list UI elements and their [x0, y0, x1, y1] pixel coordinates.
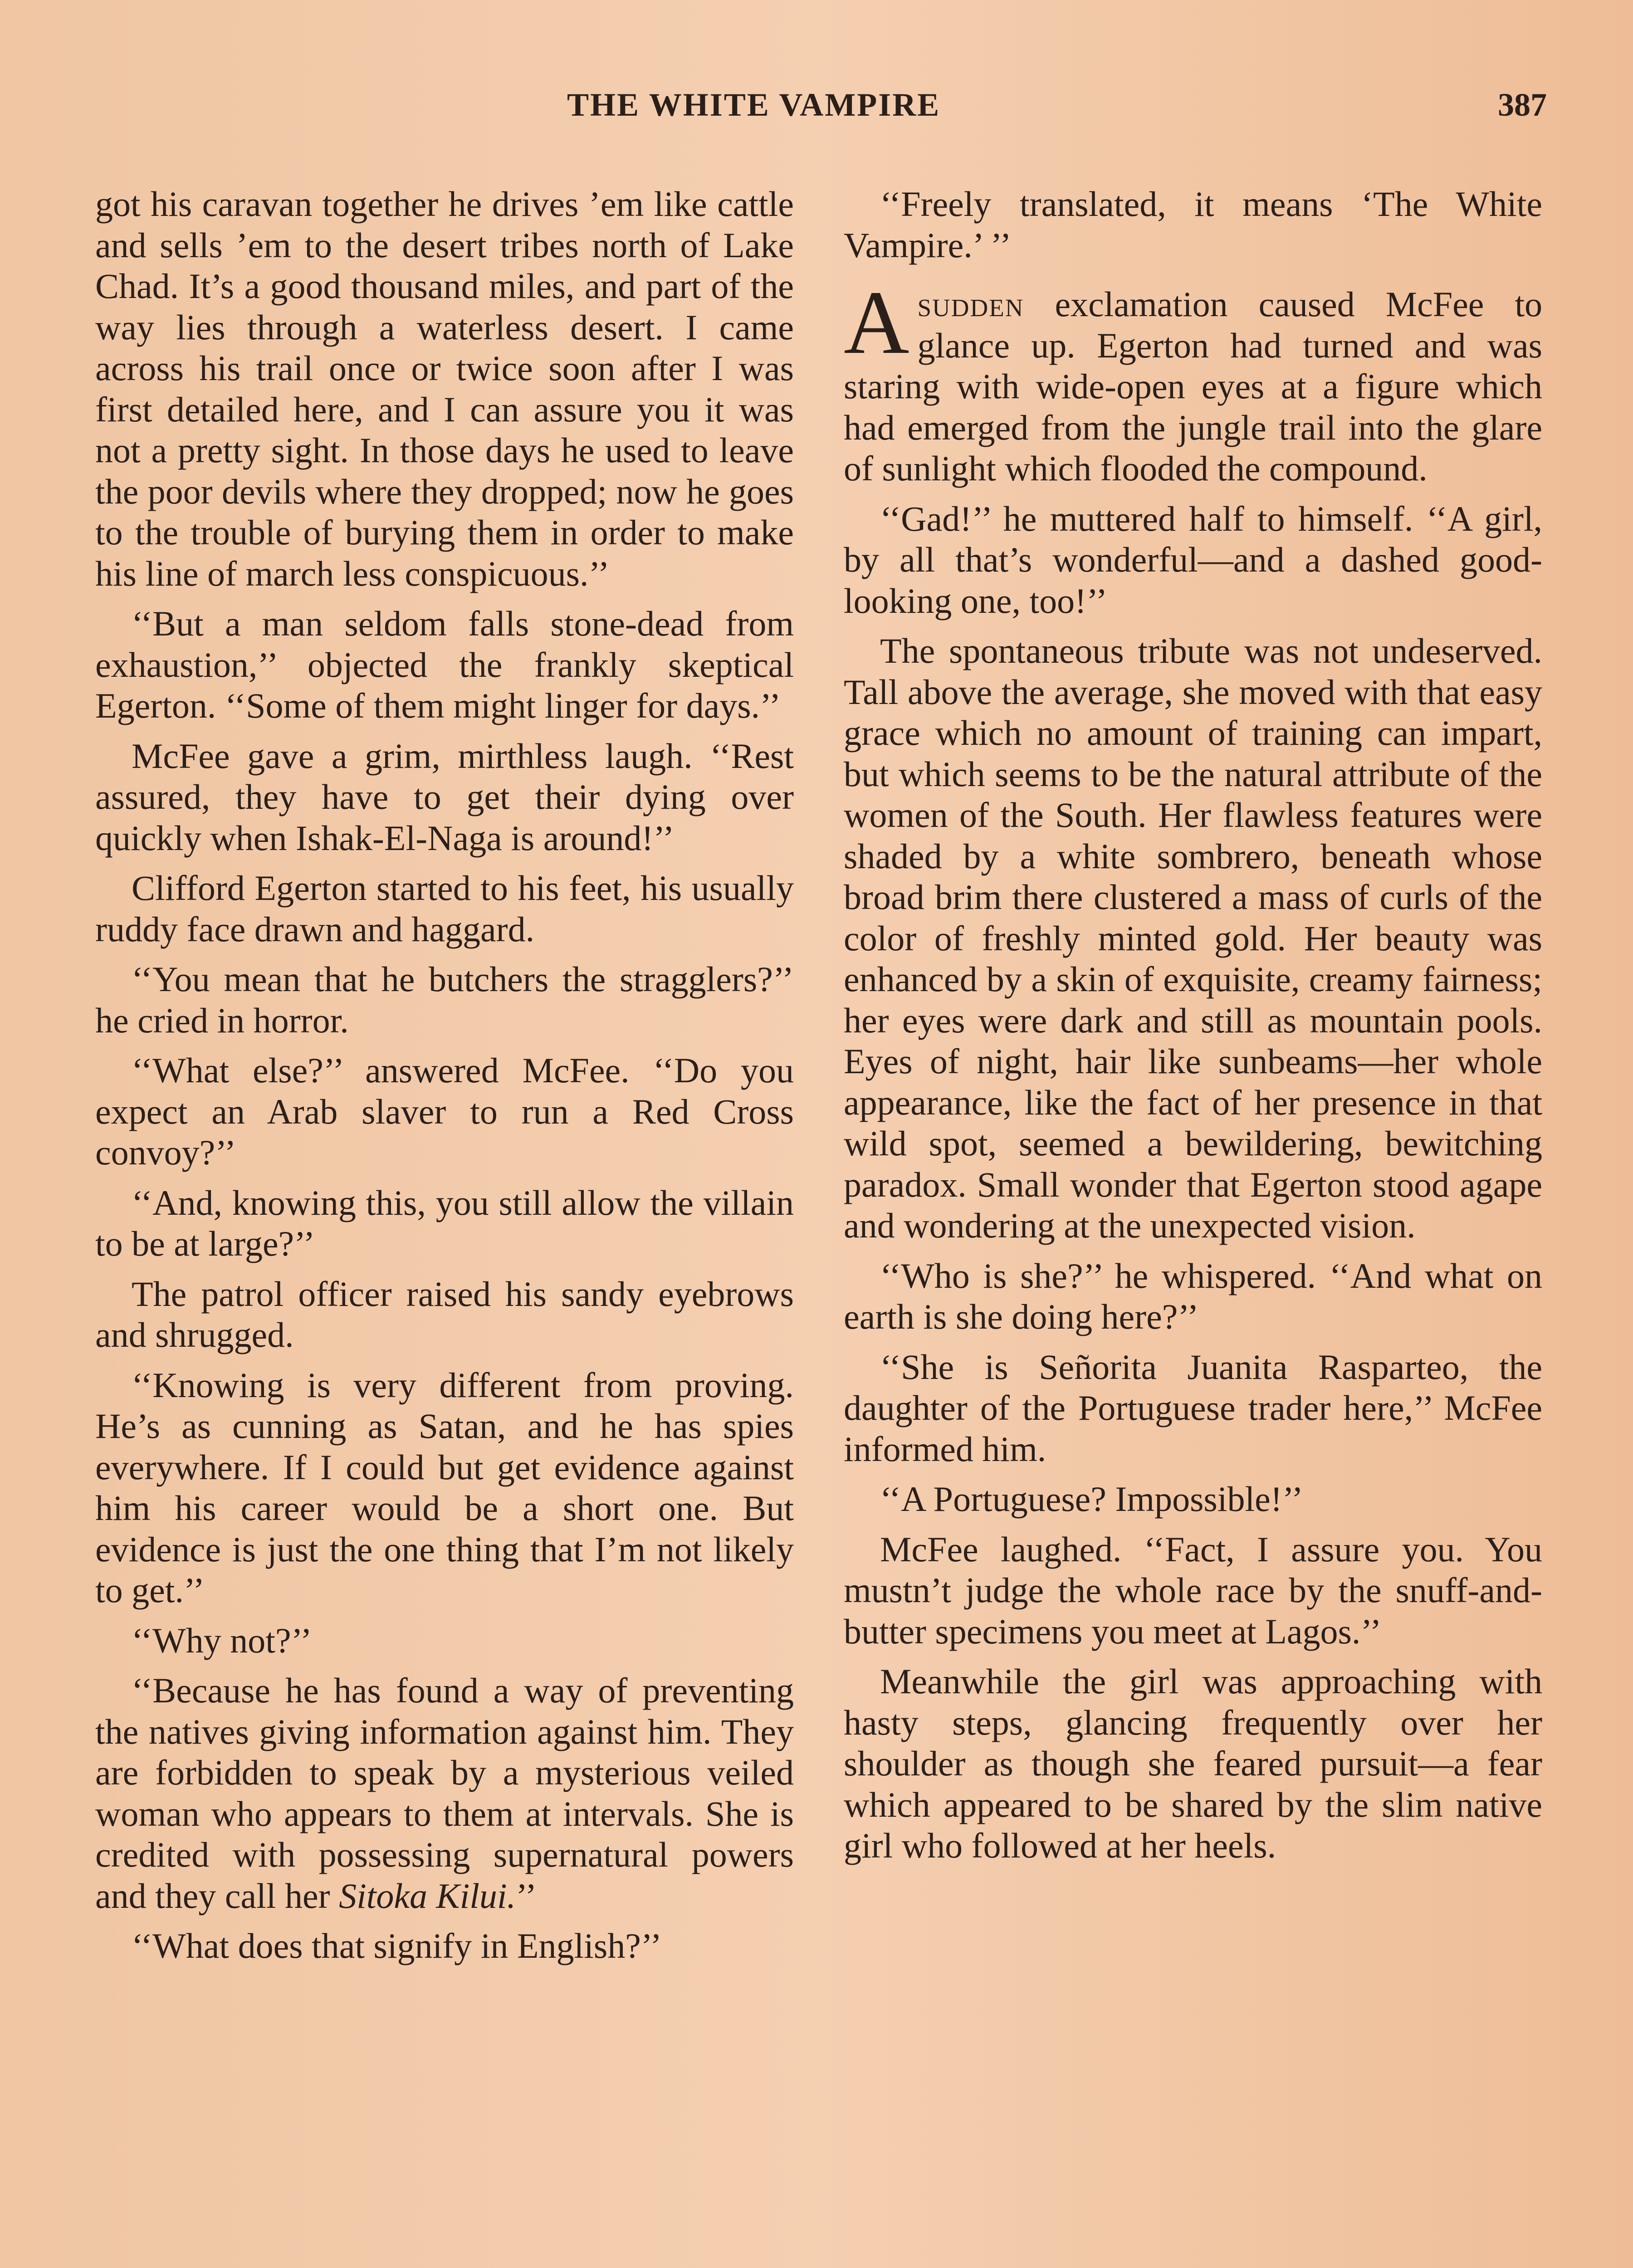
- paragraph: ‘‘You mean that he butchers the stragglers?’’ he cried in horror.: [95, 959, 794, 1040]
- small-caps-lead: sudden: [917, 284, 1024, 324]
- drop-cap: A: [844, 273, 909, 373]
- page-number: 387: [1498, 87, 1547, 123]
- paragraph-text: ‘‘Because he has found a way of preventing the natives giving information against him. They are forbidden to speak by a mysterious veiled woman who appears to them at intervals. She is credited with possessing supernatural powers and they call her: [95, 1671, 794, 1916]
- paragraph: ‘‘Gad!’’ he muttered half to himself. ‘‘A girl, by all that’s wonderful—and a dashed good-looking one, too!’’: [844, 499, 1542, 621]
- paragraph: McFee laughed. ‘‘Fact, I assure you. You mustn’t judge the whole race by the snuff-and-butter specimens you meet at Lagos.’’: [844, 1529, 1542, 1651]
- paragraph: ‘‘What else?’’ answered McFee. ‘‘Do you expect an Arab slaver to run a Red Cross convoy?’’: [95, 1051, 794, 1172]
- paragraph: McFee gave a grim, mirthless laugh. ‘‘Rest assured, they have to get their dying over quickly when Ishak-El-Naga is around!’’: [95, 736, 794, 858]
- paragraph: ‘‘And, knowing this, you still allow the villain to be at large?’’: [95, 1183, 794, 1263]
- right-column: [844, 184, 1542, 1867]
- paragraph: ‘‘She is Señorita Juanita Rasparteo, the daughter of the Portuguese trader here,’’ McFee informed him.: [844, 1347, 1542, 1469]
- paragraph: Clifford Egerton started to his feet, his usually ruddy face drawn and haggard.: [95, 868, 794, 949]
- paragraph: got his caravan together he drives ’em like cattle and sells ’em to the desert tribes north of Lake Chad. It’s a good thousand miles, and part of the way lies through a waterless desert. I came across his trail once or twice soon after I was first detailed here, and I can assure you it was not a pretty sight. In those days he used to leave the poor devils where they dropped; now he goes to the trouble of burying them in order to make his line of march less conspicuous.’’: [95, 184, 794, 593]
- paragraph: ‘‘Why not?’’: [132, 1620, 312, 1660]
- italic-name: Sitoka Kilui.: [339, 1876, 516, 1916]
- paragraph: ‘‘But a man seldom falls stone-dead from exhaustion,’’ objected the frankly skeptical Egerton. ‘‘Some of them might linger for days.’’: [95, 604, 794, 725]
- paragraph: ‘‘Who is she?’’ he whispered. ‘‘And what on earth is she doing here?’’: [844, 1256, 1542, 1336]
- paragraph: The spontaneous tribute was not undeserved. Tall above the average, she moved with that easy grace which no amount of training can impart, but which seems to be the natural attribute of the women of the South. Her flawless features were shaded by a white sombrero, beneath whose broad brim there clustered a mass of curls of the color of freshly minted gold. Her beauty was enhanced by a skin of exquisite, creamy fairness; her eyes were dark and still as mountain pools. Eyes of night, hair like sunbeams—her whole appearance, like the fact of her presence in that wild spot, seemed a bewildering, bewitching paradox. Small wonder that Egerton stood agape and wondering at the unexpected vision.: [844, 631, 1542, 1245]
- paragraph-with-italic: [95, 1670, 794, 1916]
- paragraph-text: exclamation caused McFee to glance up. Egerton had turned and was staring with wide-open eyes at a figure which had emerged from the jungle trail into the glare of sunlight which flooded the compound.: [844, 284, 1542, 488]
- paragraph: ‘‘Freely translated, it means ‘The White Vampire.’ ’’: [844, 184, 1542, 265]
- running-header: THE WHITE VAMPIRE: [567, 87, 941, 123]
- left-column: [95, 184, 794, 1967]
- paragraph: ‘‘A Portuguese? Impossible!’’: [880, 1479, 1303, 1519]
- paragraph: ‘‘What does that signify in English?’’: [132, 1926, 662, 1965]
- paragraph: Meanwhile the girl was approaching with hasty steps, glancing frequently over her shoulder as though she feared pursuit—a fear which appeared to be shared by the slim native girl who followed at her heels.: [844, 1662, 1542, 1865]
- closing-quote: ’’: [516, 1876, 537, 1916]
- dropcap-paragraph: [844, 273, 1542, 489]
- paragraph: ‘‘Knowing is very different from proving. He’s as cunning as Satan, and he has spies everywhere. If I could but get evidence against him his career would be a short one. But evidence is just the one thing that I’m not likely to get.’’: [95, 1365, 794, 1610]
- paragraph: The patrol officer raised his sandy eyebrows and shrugged.: [95, 1274, 794, 1354]
